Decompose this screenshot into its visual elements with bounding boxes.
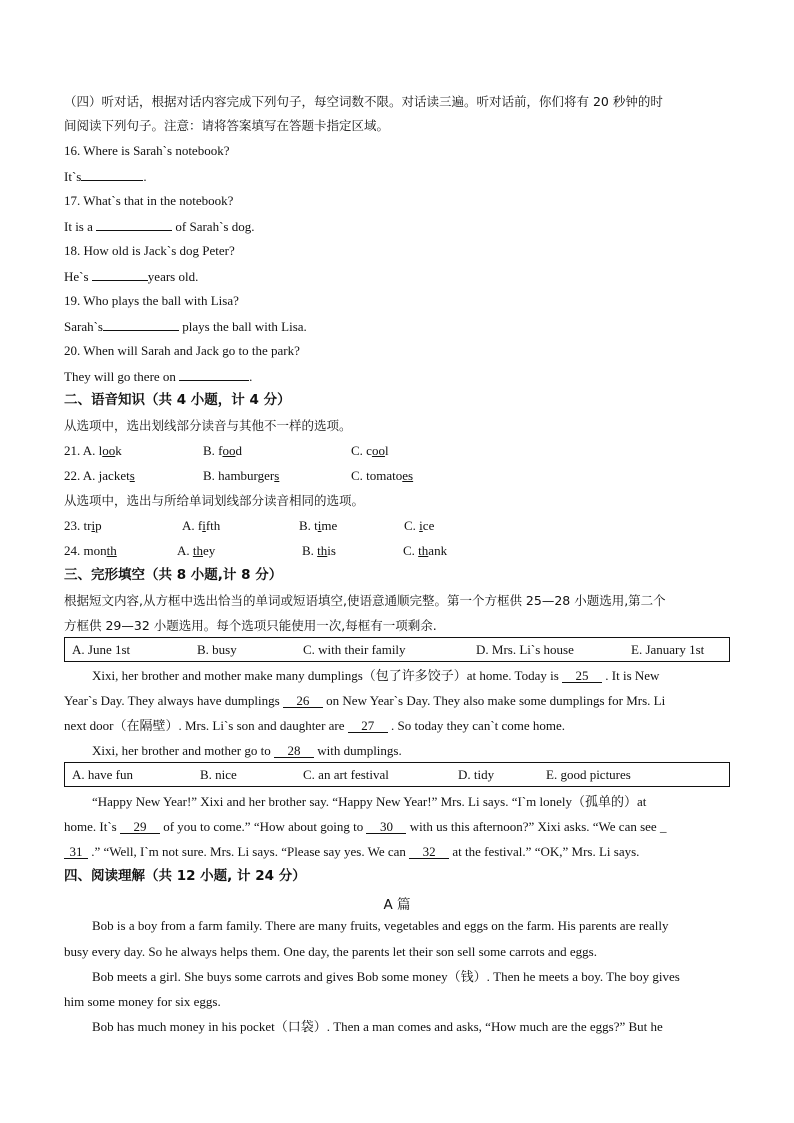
box1-option-e: E. January 1st: [631, 642, 705, 657]
cloze-blank-29[interactable]: 29: [120, 821, 160, 834]
section3-instruction-line2: 方框供 29—32 小题选用。每个选项只能使用一次,每框有一项剩余.: [64, 618, 437, 633]
q24-option-b[interactable]: B. this: [302, 543, 336, 558]
box1-option-b: B. busy: [197, 642, 237, 657]
q21-option-b[interactable]: B. food: [203, 443, 242, 458]
q23-option-b[interactable]: B. time: [299, 518, 338, 533]
part4-instruction-line2: 间阅读下列句子。注意：请将答案填写在答题卡指定区域。: [64, 118, 390, 133]
passage-a-line2: busy every day. So he always helps them. One day, the parents let their son sell some carrots and eggs.: [64, 944, 597, 959]
cloze-paragraph3-line1: “Happy New Year!” Xixi and her brother say. “Happy New Year!” Mrs. Li says. “I`m lonely（孤单的）at: [92, 794, 647, 809]
question-16: 16. Where is Sarah`s notebook?: [64, 143, 230, 158]
q24-word: 24. month: [64, 543, 117, 558]
answer-blank-19[interactable]: [103, 318, 179, 331]
section3-instruction-line1: 根据短文内容,从方框中选出恰当的单词或短语填空,使语意通顺完整。第一个方框供 25—28 小题选用,第二个: [64, 593, 666, 608]
passage-a-line4: him some money for six eggs.: [64, 994, 221, 1009]
cloze-blank-28[interactable]: 28: [274, 745, 314, 758]
q24-option-a[interactable]: A. they: [177, 543, 216, 558]
cloze-blank-32[interactable]: 32: [409, 846, 449, 859]
box2-option-b: B. nice: [200, 767, 237, 782]
q23-option-a[interactable]: A. fifth: [182, 518, 221, 533]
answer-19: Sarah`s plays the ball with Lisa.: [64, 319, 307, 334]
q22-option-c[interactable]: C. tomatoes: [351, 468, 414, 483]
cloze-paragraph1-line3: next door（在隔壁）. Mrs. Li`s son and daughter are 27 . So today they can`t come home.: [64, 718, 566, 733]
cloze-blank-31[interactable]: 31: [64, 846, 88, 859]
passage-a-line1: Bob is a boy from a farm family. There are many fruits, vegetables and eggs on the farm. His parents are really: [92, 918, 669, 933]
box1-option-a: A. June 1st: [72, 642, 131, 657]
q22-option-b[interactable]: B. hamburgers: [203, 468, 280, 483]
cloze-blank-25[interactable]: 25: [562, 670, 602, 683]
answer-18: He`s years old.: [64, 269, 199, 284]
box1-option-c: C. with their family: [303, 642, 406, 657]
section2-title: 二、语音知识（共 4 小题，计 4 分）: [64, 392, 291, 408]
passage-a-line3: Bob meets a girl. She buys some carrots and gives Bob some money（钱）. Then he meets a boy. The boy gives: [92, 969, 680, 984]
q23-option-c[interactable]: C. ice: [404, 518, 435, 533]
word-box-1: [64, 637, 730, 662]
cloze-paragraph1-line2: Year`s Day. They always have dumplings 26 on New Year`s Day. They also make some dumplings for Mrs. Li: [64, 693, 666, 708]
q22-option-a[interactable]: 22. A. jackets: [64, 468, 135, 483]
passage-a-title: A 篇: [383, 897, 411, 913]
q23-word: 23. trip: [64, 518, 102, 533]
question-19: 19. Who plays the ball with Lisa?: [64, 293, 239, 308]
section2-instruction2: 从选项中，选出与所给单词划线部分读音相同的选项。: [64, 493, 365, 508]
box2-option-c: C. an art festival: [303, 767, 389, 782]
question-18: 18. How old is Jack`s dog Peter?: [64, 243, 235, 258]
answer-20: They will go there on .: [64, 369, 253, 384]
answer-16: It`s .: [64, 169, 147, 184]
answer-blank-20[interactable]: [179, 368, 249, 381]
section3-title: 三、完形填空（共 8 小题,计 8 分）: [64, 567, 283, 583]
box1-option-d: D. Mrs. Li`s house: [476, 642, 574, 657]
answer-blank-16[interactable]: [81, 168, 143, 181]
cloze-paragraph3-line2: home. It`s 29 of you to come.” “How about going to 30 with us this afternoon?” Xixi asks. “We can see _: [64, 819, 667, 834]
box2-option-d: D. tidy: [458, 767, 495, 782]
box2-option-e: E. good pictures: [546, 767, 631, 782]
cloze-paragraph2: Xixi, her brother and mother go to 28 with dumplings.: [92, 743, 402, 758]
answer-blank-18[interactable]: [92, 268, 148, 281]
word-box-2: [64, 762, 730, 787]
q24-option-c[interactable]: C. thank: [403, 543, 448, 558]
cloze-blank-26[interactable]: 26: [283, 695, 323, 708]
q21-option-a[interactable]: 21. A. look: [64, 443, 122, 458]
passage-a-line5: Bob has much money in his pocket（口袋）. Then a man comes and asks, “How much are the eggs?” But he: [92, 1019, 663, 1034]
question-17: 17. What`s that in the notebook?: [64, 193, 234, 208]
box2-option-a: A. have fun: [72, 767, 134, 782]
cloze-blank-30[interactable]: 30: [366, 821, 406, 834]
section4-title: 四、阅读理解（共 12 小题, 计 24 分）: [64, 868, 306, 884]
q21-option-c[interactable]: C. cool: [351, 443, 389, 458]
section2-instruction1: 从选项中，选出划线部分读音与其他不一样的选项。: [64, 418, 352, 433]
cloze-blank-27[interactable]: 27: [348, 720, 388, 733]
answer-blank-17[interactable]: [96, 218, 172, 231]
cloze-paragraph1-line1: Xixi, her brother and mother make many dumplings（包了许多饺子）at home. Today is 25 . It is New: [92, 668, 660, 683]
answer-17: It is a of Sarah`s dog.: [64, 219, 255, 234]
question-20: 20. When will Sarah and Jack go to the park?: [64, 343, 300, 358]
part4-instruction-line1: （四）听对话，根据对话内容完成下列句子，每空词数不限。对话读三遍。听对话前，你们将有 20 秒钟的时: [64, 94, 663, 109]
cloze-paragraph3-line3: 31 .” “Well, I`m not sure. Mrs. Li says. “Please say yes. We can 32 at the festival.” “OK,” Mrs. Li says.: [64, 844, 639, 860]
